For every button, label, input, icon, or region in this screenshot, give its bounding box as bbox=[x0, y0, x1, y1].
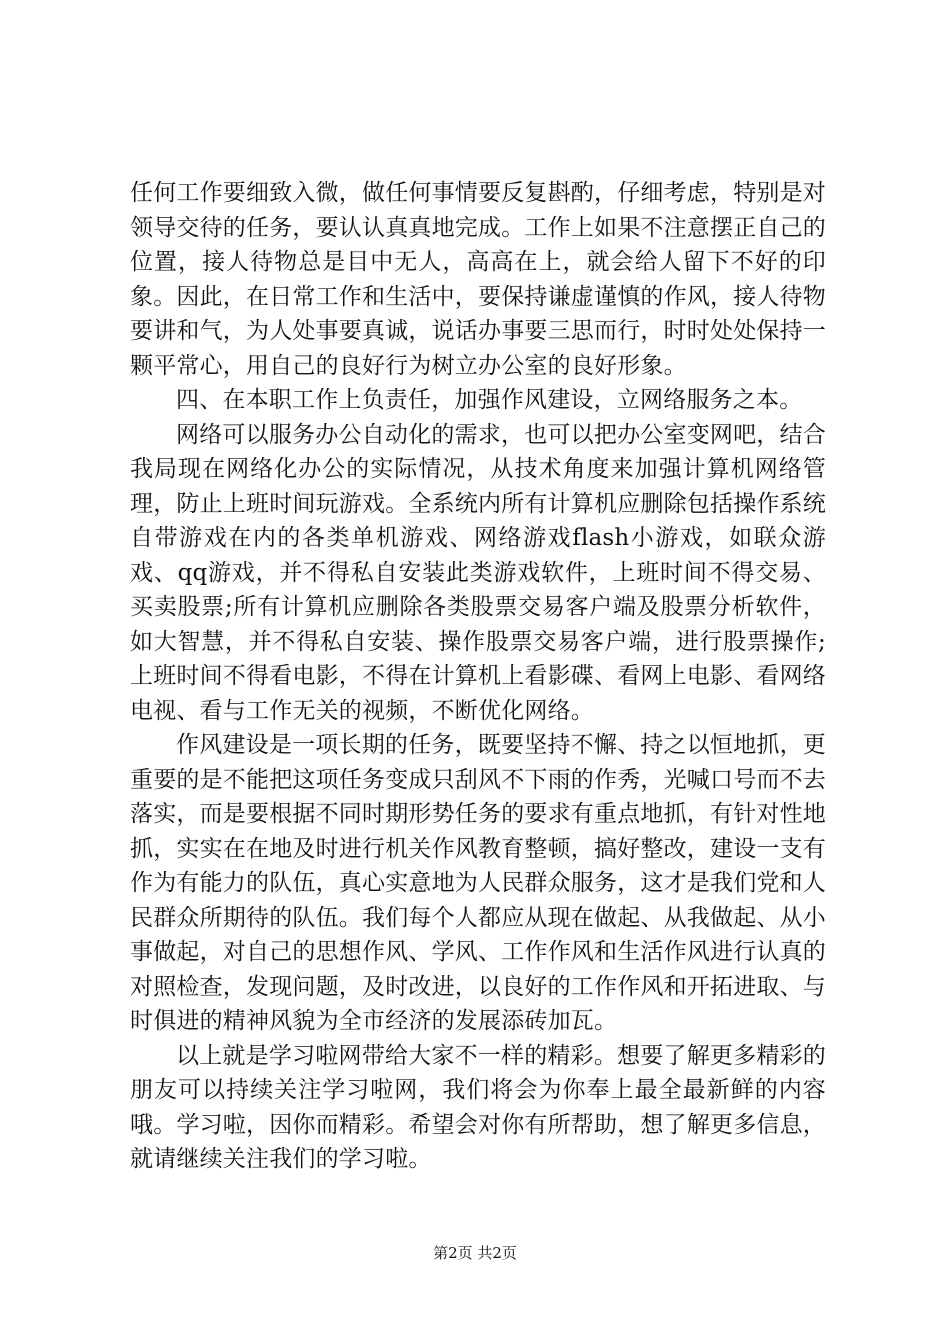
paragraph-continuation: 任何工作要细致入微，做任何事情要反复斟酌，仔细考虑，特别是对领导交待的任务，要认认真真地完成。工作上如果不注意摆正自己的位置，接人待物总是目中无人，高高在上，就会给人留下不好的印象。因此，在日常工作和生活中，要保持谦虚谨慎的作风，接人待物要讲和气，为人处事要真诚，说话办事要三思而行，时时处处保持一颗平常心，用自己的良好行为树立办公室的良好形象。 bbox=[130, 180, 826, 379]
paragraph-work-style: 作风建设是一项长期的任务，既要坚持不懈、持之以恒地抓，更重要的是不能把这项任务变成只刮风不下雨的作秀，光喊口号而不去落实，而是要根据不同时期形势任务的要求有重点地抓，有针对性地抓，实实在在地及时进行机关作风教育整顿，搞好整改，建设一支有作为有能力的队伍，真心实意地为人民群众服务，这才是我们党和人民群众所期待的队伍。我们每个人都应从现在做起、从我做起、从小事做起，对自己的思想作风、学风、工作作风和生活作风进行认真的对照检查，发现问题，及时改进，以良好的工作作风和开拓进取、与时俱进的精神风貌为全市经济的发展添砖加瓦。 bbox=[130, 732, 826, 1034]
paragraph-closing: 以上就是学习啦网带给大家不一样的精彩。想要了解更多精彩的朋友可以持续关注学习啦网，我们将会为你奉上最全最新鲜的内容哦。学习啦，因你而精彩。希望会对你有所帮助，想了解更多信息，就请继续关注我们的学习啦。 bbox=[130, 1042, 826, 1172]
section-heading: 四、在本职工作上负责任，加强作风建设，立网络服务之本。 bbox=[176, 387, 803, 413]
paragraph-network-management: 网络可以服务办公自动化的需求，也可以把办公室变网吧，结合我局现在网络化办公的实际情况，从技术角度来加强计算机网络管理，防止上班时间玩游戏。全系统内所有计算机应删除包括操作系统自带游戏在内的各类单机游戏、网络游戏flash小游戏，如联众游戏、qq游戏，并不得私自安装此类游戏软件，上班时间不得交易、买卖股票;所有计算机应删除各类股票交易客户端及股票分析软件，如大智慧，并不得私自安装、操作股票交易客户端，进行股票操作;上班时间不得看电影，不得在计算机上看影碟、看网上电影、看网络电视、看与工作无关的视频，不断优化网络。 bbox=[130, 421, 826, 724]
document-body bbox=[130, 176, 826, 1177]
page-footer: 第2页 共2页 bbox=[433, 1244, 517, 1262]
